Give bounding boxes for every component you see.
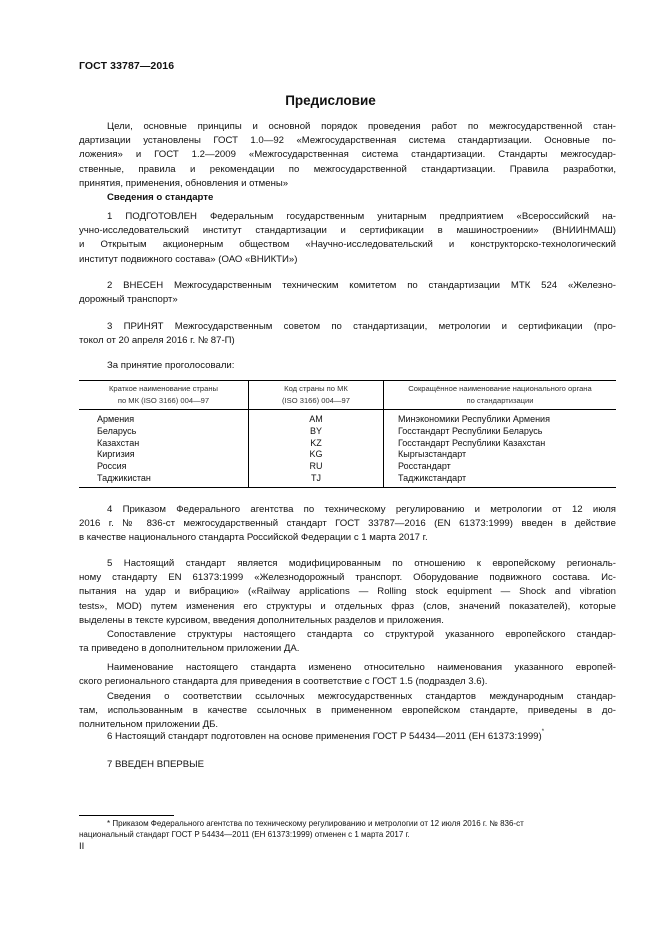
text-line: учно-исследовательский институт стандартизации и сертификации в машиностроении» (ВНИИНМАШ)	[79, 225, 616, 237]
text-line: За принятие проголосовали:	[107, 360, 235, 371]
text-line: дартизации установлены ГОСТ 1.0—92 «Межгосударственная система стандартизации. Основные по-	[79, 135, 616, 147]
page-number: II	[79, 841, 85, 852]
item-1-paragraph	[79, 210, 616, 267]
country-cell: Казахстан	[97, 437, 140, 448]
text-line: ложения» и ГОСТ 1.2—2009 «Межгосударственная система стандартизации. Стандарты межгосудар-	[79, 149, 616, 161]
text-line: ского регионального стандарта для приведения в соответствие с ГОСТ 1.5 (подраздел 3.6).	[79, 676, 488, 688]
authority-cell: Госстандарт Республики Беларусь	[384, 426, 617, 438]
text-line: Сведения о соответствии ссылочных межгосударственных стандартов международным стандар-	[107, 691, 616, 702]
text-line: та приведено в дополнительном приложении ДА.	[79, 643, 300, 655]
page-title: Предисловие	[285, 93, 376, 108]
footnote	[79, 818, 616, 840]
authority-cell: Росстандарт	[384, 461, 617, 473]
authority-cell: Кыргызстандарт	[384, 449, 617, 461]
column-header-code: Код страны по МК (ISO 3166) 004—97	[249, 381, 384, 410]
code-cell: TJ	[249, 473, 384, 487]
table-row	[79, 426, 616, 438]
text-line: 1 ПОДГОТОВЛЕН Федеральным государственным унитарным предприятием «Всероссийский на-	[107, 211, 616, 222]
column-header-authority: Сокращённое наименование национального органа по стандартизации	[384, 381, 617, 410]
code-cell: RU	[249, 461, 384, 473]
item-7-paragraph	[79, 758, 616, 772]
table-row	[79, 438, 616, 450]
code-cell: BY	[249, 426, 384, 438]
text-line: токол от 20 апреля 2016 г. № 87-П)	[79, 335, 235, 347]
text-line: Цели, основные принципы и основной порядок проведения работ по межгосударственной стан-	[107, 121, 616, 132]
countries-table	[79, 380, 616, 488]
country-cell: Киргизия	[97, 449, 135, 460]
item-2-paragraph	[79, 279, 616, 307]
item-3-paragraph	[79, 320, 616, 348]
text-line: выделены в тексте курсивом, введения дополнительных разделов и приложения.	[79, 614, 444, 626]
table-row	[79, 461, 616, 473]
footnote-line: * Приказом Федерального агентства по техническому регулированию и метрологии от 12 июля 2016 г. № 836-ст	[107, 819, 524, 828]
text-line: принятия, применения, обновления и отмены»	[79, 177, 289, 189]
text-line: и Открытым акционерным обществом «Научно-исследовательский и конструкторско-технологический	[79, 239, 616, 251]
text-line: tests», MOD) путем изменения его структуры и отдельных фраз (слов, значений показателей), которые	[79, 600, 616, 612]
item-6-paragraph	[79, 730, 616, 744]
footnote-divider	[79, 815, 174, 816]
text-line: ному стандарту EN 61373:1999 «Железнодорожный транспорт. Оборудование подвижного состава. Ис-	[79, 572, 616, 584]
code-cell: KZ	[249, 438, 384, 450]
code-cell: AM	[249, 410, 384, 426]
table-row	[79, 410, 616, 426]
text-line: ственные, правила и рекомендации по межгосударственной стандартизации. Правила разработки,	[79, 163, 616, 175]
country-cell: Беларусь	[97, 425, 137, 436]
authority-cell: Госстандарт Республики Казахстан	[384, 438, 617, 450]
column-header-country: Краткое наименование страны по МК (ISO 3166) 004—97	[79, 381, 249, 410]
text-line: там, использованным в качестве ссылочных в примененном европейском стандарте, приведены в до-	[79, 705, 616, 717]
table-header-row	[79, 381, 616, 410]
document-header: ГОСТ 33787—2016	[79, 60, 175, 72]
code-cell: KG	[249, 449, 384, 461]
footnote-marker: *	[541, 729, 545, 735]
item-5-paragraph	[79, 557, 616, 628]
table-row	[79, 473, 616, 487]
text-line: 7 ВВЕДЕН ВПЕРВЫЕ	[107, 759, 205, 770]
text-line: 4 Приказом Федерального агентства по техническому регулированию и метрологии от 12 июля	[107, 504, 616, 515]
text-line: 2016 г. № 836-ст межгосударственный стандарт ГОСТ 33787—2016 (EN 61373:1999) введен в действие	[79, 518, 616, 530]
text-line: 5 Настоящий стандарт является модифицированным по отношению к европейскому региональ-	[107, 558, 616, 569]
intro-paragraph	[79, 120, 616, 191]
text-line: 6 Настоящий стандарт подготовлен на основе применения ГОСТ Р 54434—2011 (ЕН 61373:1999)*	[107, 729, 545, 742]
text-line: институт подвижного состава» (ОАО «ВНИКТИ»)	[79, 253, 298, 265]
text-line: Сопоставление структуры настоящего стандарта со структурой указанного европейского стандар-	[107, 629, 616, 640]
table-row	[79, 449, 616, 461]
text-line: 3 ПРИНЯТ Межгосударственным советом по стандартизации, метрологии и сертификации (про-	[107, 321, 616, 332]
name-paragraph	[79, 661, 616, 689]
country-cell: Россия	[97, 461, 127, 472]
text-line: в качестве национального стандарта Российской Федерации с 1 марта 2017 г.	[79, 532, 428, 544]
authority-cell: Минэкономики Республики Армения	[384, 410, 617, 426]
text-line: дорожный транспорт»	[79, 294, 178, 306]
text-line: 2 ВНЕСЕН Межгосударственным техническим комитетом по стандартизации МТК 524 «Железно-	[107, 280, 616, 291]
comparison-paragraph	[79, 628, 616, 656]
section-title: Сведения о стандарте	[107, 192, 214, 203]
references-paragraph	[79, 690, 616, 733]
authority-cell: Таджикстандарт	[384, 473, 617, 487]
voted-label	[79, 359, 616, 373]
text-line: пытания на удар и вибрацию» («Railway applications — Rolling stock equipment — Shock and vibration	[79, 586, 616, 598]
footnote-line: национальный стандарт ГОСТ Р 54434—2011 (ЕН 61373:1999) отменен с 1 марта 2017 г.	[79, 830, 410, 839]
country-cell: Армения	[97, 414, 135, 424]
text-line: полнительном приложении ДБ.	[79, 719, 219, 731]
country-cell: Таджикистан	[79, 473, 249, 487]
item-4-paragraph	[79, 503, 616, 546]
text-line: Наименование настоящего стандарта изменено относительно наименования указанного европей-	[107, 662, 616, 673]
